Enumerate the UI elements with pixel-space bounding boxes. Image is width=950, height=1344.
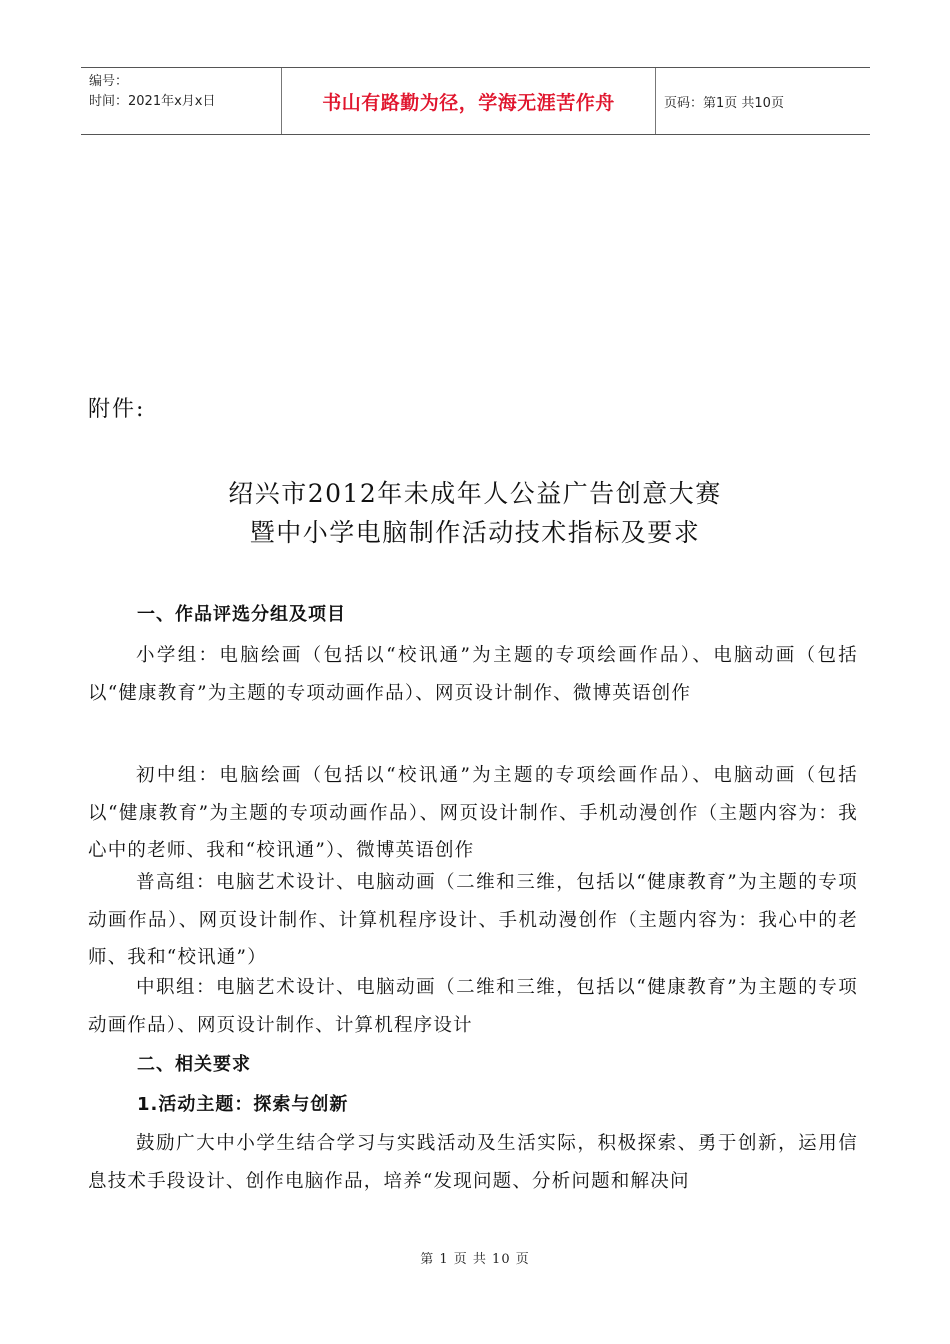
section2-heading: 二、相关要求 bbox=[137, 1054, 251, 1075]
document-title-line1: 绍兴市2012年未成年人公益广告创意大赛 bbox=[228, 479, 722, 508]
header-meta-cell bbox=[81, 68, 282, 134]
page-info: 页码：第1页 共10页 bbox=[664, 95, 784, 111]
section1-heading: 一、作品评选分组及项目 bbox=[137, 604, 346, 625]
paragraph-senior-group: 普高组：电脑艺术设计、电脑动画（二维和三维，包括以“健康教育”为主题的专项动画作品）、网页设计制作、计算机程序设计、手机动漫创作（主题内容为：我心中的老师、我和“校讯通”） bbox=[88, 872, 858, 968]
number-label: 编号： bbox=[89, 74, 129, 89]
paragraph-primary-group: 小学组：电脑绘画（包括以“校讯通”为主题的专项绘画作品）、电脑动画（包括以“健康教育”为主题的专项动画作品）、网页设计制作、微博英语创作 bbox=[88, 645, 858, 704]
page-footer: 第 1 页 共 10 页 bbox=[420, 1252, 530, 1267]
paragraph-junior-group: 初中组：电脑绘画（包括以“校讯通”为主题的专项绘画作品）、电脑动画（包括以“健康教育”为主题的专项动画作品）、网页设计制作、手机动漫创作（主题内容为：我心中的老师、我和“校讯通”）、微博英语创作 bbox=[88, 765, 858, 861]
paragraph-vocational-group: 中职组：电脑艺术设计、电脑动画（二维和三维，包括以“健康教育”为主题的专项动画作品）、网页设计制作、计算机程序设计 bbox=[88, 977, 858, 1036]
paragraph-theme: 鼓励广大中小学生结合学习与实践活动及生活实际，积极探索、勇于创新，运用信息技术手段设计、创作电脑作品，培养“发现问题、分析问题和解决问 bbox=[88, 1133, 858, 1192]
header-page-cell bbox=[656, 68, 870, 134]
header-table bbox=[81, 67, 870, 135]
header-motto-cell bbox=[282, 68, 656, 134]
section2-subheading: 1.活动主题：探索与创新 bbox=[137, 1094, 349, 1115]
document-title-line2: 暨中小学电脑制作活动技术指标及要求 bbox=[249, 518, 701, 547]
time-label: 时间：2021年x月x日 bbox=[89, 94, 216, 109]
attachment-label: 附件: bbox=[88, 397, 146, 422]
motto: 书山有路勤为径，学海无涯苦作舟 bbox=[322, 91, 615, 114]
